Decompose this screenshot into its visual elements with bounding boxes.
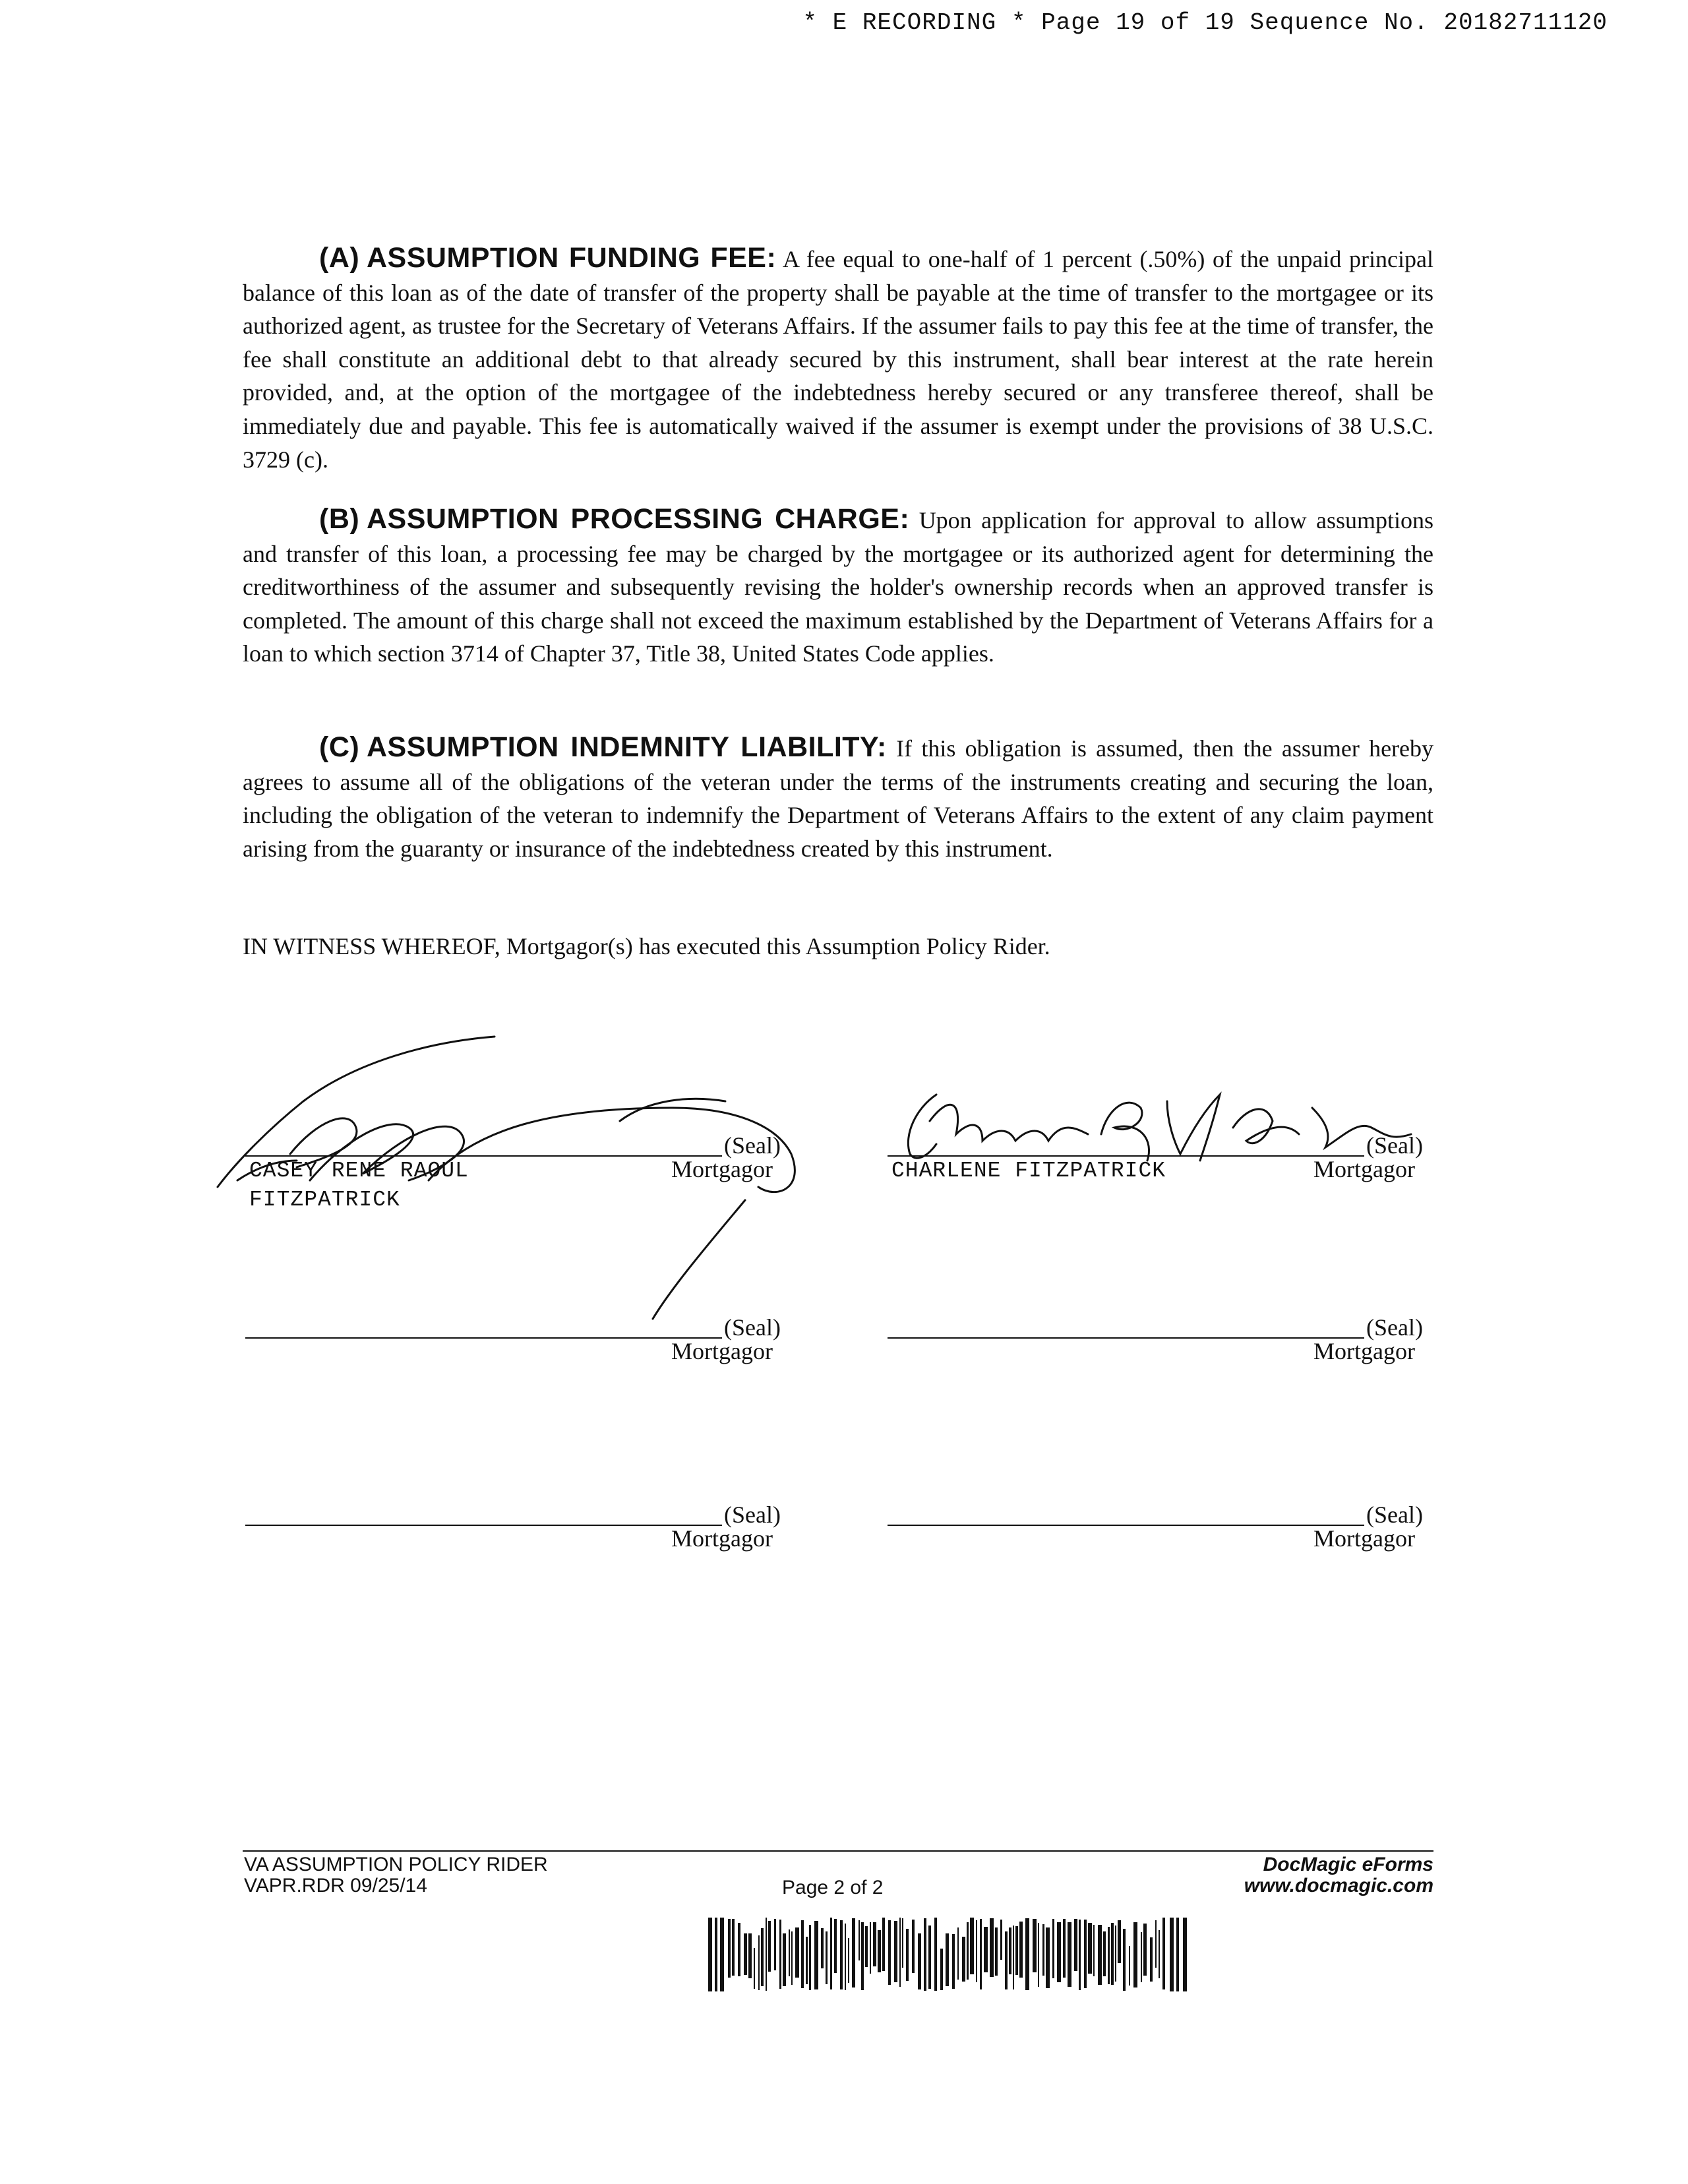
signature-line: [888, 1525, 1364, 1526]
barcode-bar: [830, 1918, 832, 1989]
footer-form-info: [244, 1854, 548, 1896]
barcode-bar: [1068, 1922, 1071, 1987]
barcode-bar: [878, 1930, 881, 1972]
barcode-bar: [902, 1918, 903, 1968]
section-assumption-indemnity-liability: [243, 731, 1433, 865]
barcode-bar: [962, 1937, 965, 1982]
barcode-bar: [1108, 1927, 1110, 1984]
barcode-bar: [814, 1921, 818, 1989]
barcode-bar: [1005, 1931, 1008, 1989]
barcode-bar: [1123, 1929, 1126, 1991]
barcode-bar: [801, 1920, 804, 1988]
barcode-bar: [1141, 1932, 1142, 1982]
section-letter: (B): [319, 503, 360, 535]
barcode-bar: [924, 1918, 926, 1991]
barcode-bar: [783, 1933, 786, 1986]
barcode-bar: [1155, 1920, 1157, 1968]
barcode-bar: [990, 1918, 994, 1977]
barcode-bar: [980, 1919, 982, 1989]
barcode-bar: [967, 1922, 969, 1980]
footer-divider: [243, 1850, 1433, 1852]
barcode-bar: [748, 1933, 752, 1978]
barcode-bar: [865, 1926, 868, 1967]
section-assumption-funding-fee: [243, 241, 1433, 476]
page-number: Page 2 of 2: [782, 1877, 884, 1898]
barcode-bar: [795, 1927, 799, 1978]
barcode-bar: [1111, 1923, 1114, 1985]
barcode-bar: [888, 1920, 891, 1985]
section-letter: (C): [319, 731, 360, 763]
barcode-bar: [912, 1920, 915, 1973]
barcode-bar: [768, 1921, 771, 1972]
seal-label: (Seal): [1366, 1132, 1423, 1159]
signature-block-blank: [245, 1314, 793, 1410]
barcode-bar: [1170, 1918, 1174, 1991]
barcode-bar: [720, 1918, 724, 1991]
barcode-bar: [715, 1918, 717, 1991]
barcode-bar: [1063, 1919, 1066, 1978]
barcode-bar: [732, 1919, 735, 1976]
signature-block-blank: [888, 1314, 1435, 1410]
barcode-bar: [928, 1926, 931, 1989]
barcode-bar: [1115, 1926, 1116, 1982]
barcode-bar: [940, 1949, 943, 1990]
seal-label: (Seal): [1366, 1314, 1423, 1341]
barcode-bar: [852, 1918, 855, 1987]
barcode-bar: [1162, 1918, 1165, 1989]
signer-name: CASEY RENE RAOUL FITZPATRICK: [249, 1159, 469, 1212]
mortgagor-label: Mortgagor: [671, 1156, 773, 1182]
barcode-bar: [859, 1920, 860, 1960]
barcode-bar: [809, 1925, 811, 1990]
signature-block-blank: [245, 1502, 793, 1597]
section-title: ASSUMPTION PROCESSING CHARGE:: [367, 503, 910, 535]
barcode-bar: [1088, 1923, 1092, 1974]
barcode-bar: [826, 1931, 828, 1984]
barcode-bar: [1143, 1924, 1147, 1976]
mortgagor-label: Mortgagor: [1313, 1156, 1415, 1182]
barcode-bar: [754, 1948, 755, 1989]
barcode-image: [708, 1918, 1190, 1991]
barcode-bar: [845, 1924, 846, 1990]
mortgagor-label: Mortgagor: [1313, 1338, 1415, 1364]
barcode-bar: [1000, 1920, 1002, 1960]
barcode-bar: [834, 1919, 837, 1973]
barcode-bar: [995, 1927, 998, 1976]
brand-website: www.docmagic.com: [1244, 1875, 1433, 1896]
barcode-bar: [1084, 1920, 1087, 1988]
section-body: If this obligation is assumed, then the assumer hereby agrees to assume all of the obligations of the veteran under the terms of the instruments creating and securing the loan, including the obligation of the veteran to indemnify the Department of Veterans Affairs to the extent of any claim payment arising from the guaranty or insurance of the indebtedness created by this instrument.: [243, 735, 1434, 862]
barcode-bar: [1038, 1923, 1039, 1987]
barcode-bar: [791, 1931, 793, 1985]
barcode-bar: [946, 1933, 949, 1986]
barcode-bar: [1133, 1922, 1137, 1987]
barcode-bar: [894, 1921, 897, 1982]
barcode-bar: [873, 1922, 876, 1966]
barcode-bar: [1159, 1930, 1160, 1978]
barcode-bar: [1150, 1937, 1153, 1982]
section-title: ASSUMPTION INDEMNITY LIABILITY:: [367, 731, 887, 763]
barcode-bar: [906, 1929, 909, 1981]
barcode-bar: [1079, 1920, 1081, 1990]
recording-header: * E RECORDING * Page 19 of 19 Sequence No. 20182711120: [802, 9, 1608, 36]
barcode-bar: [1013, 1926, 1014, 1989]
handwritten-signature-charlene: [890, 1081, 1431, 1167]
barcode-bar: [970, 1918, 974, 1974]
barcode-bar: [1033, 1919, 1037, 1972]
barcode-bar: [1015, 1926, 1018, 1975]
section-body: Upon application for approval to allow assumptions and transfer of this loan, a processing fee may be charged by the mortgagee or its authorized agent for determining the creditworthiness of the assumer and subsequently revising the holder's ownership records when an approved transfer is completed. The amount of this charge shall not exceed the maximum established by the Department of Veterans Affairs for a loan to which section 3714 of Chapter 37, Title 38, United States Code applies.: [243, 507, 1433, 667]
barcode-bar: [934, 1918, 937, 1991]
barcode-bar: [848, 1938, 849, 1983]
barcode-bar: [758, 1935, 760, 1990]
handwritten-signature-casey: [211, 1029, 804, 1332]
section-assumption-processing-charge: [243, 502, 1433, 671]
barcode-bar: [738, 1923, 740, 1976]
mortgagor-label: Mortgagor: [1313, 1525, 1415, 1552]
section-title: ASSUMPTION FUNDING FEE:: [367, 242, 777, 274]
mortgagor-label: Mortgagor: [671, 1525, 773, 1552]
signature-line: [888, 1337, 1364, 1339]
barcode-bar: [952, 1934, 955, 1989]
barcode-bar: [840, 1920, 843, 1989]
barcode-bar: [882, 1918, 885, 1971]
barcode-bar: [1074, 1919, 1077, 1971]
barcode-bar: [1118, 1920, 1121, 1963]
brand-name: DocMagic eForms: [1263, 1854, 1433, 1875]
barcode-bar: [789, 1929, 790, 1976]
signature-line: [245, 1525, 722, 1526]
signer-name: CHARLENE FITZPATRICK: [891, 1159, 1166, 1183]
barcode-bar: [984, 1927, 988, 1972]
barcode-bar: [1103, 1931, 1106, 1976]
section-letter: (A): [319, 242, 360, 274]
seal-label: (Seal): [724, 1314, 781, 1341]
barcode-bar: [774, 1919, 776, 1970]
barcode-bar: [861, 1922, 864, 1990]
signature-line: [245, 1337, 722, 1339]
barcode-bar: [821, 1928, 824, 1968]
barcode-bar: [1025, 1918, 1029, 1990]
signature-block-blank: [888, 1502, 1435, 1597]
seal-label: (Seal): [724, 1132, 781, 1159]
barcode-bar: [1042, 1924, 1044, 1976]
barcode-bar: [1093, 1925, 1095, 1976]
witness-statement: IN WITNESS WHEREOF, Mortgagor(s) has executed this Assumption Policy Rider.: [243, 933, 1050, 959]
barcode-bar: [957, 1927, 959, 1980]
barcode-bar: [1176, 1918, 1179, 1991]
mortgagor-label: Mortgagor: [671, 1338, 773, 1364]
barcode-bar: [744, 1933, 747, 1975]
seal-label: (Seal): [724, 1502, 781, 1528]
barcode-bar: [1052, 1919, 1054, 1978]
form-title: VA ASSUMPTION POLICY RIDER: [244, 1854, 548, 1875]
barcode-bar: [1183, 1918, 1187, 1991]
barcode-bar: [1009, 1927, 1011, 1974]
barcode-bar: [728, 1919, 731, 1978]
barcode-bar: [976, 1920, 977, 1982]
barcode-bar: [708, 1918, 712, 1991]
barcode-bar: [1057, 1922, 1061, 1982]
barcode-bar: [806, 1937, 808, 1984]
barcode-bar: [766, 1918, 767, 1991]
barcode-bar: [779, 1920, 781, 1989]
barcode-bar: [918, 1933, 921, 1989]
barcode-bar: [1019, 1922, 1023, 1978]
footer-brand: [1244, 1854, 1433, 1896]
barcode-bar: [1046, 1927, 1050, 1988]
section-body: A fee equal to one-half of 1 percent (.50%) of the unpaid principal balance of this loan as of the date of transfer of the property shall be payable at the time of transfer to the mortgagee or its authorized agent, as trustee for the Secretary of Veterans Affairs. If the assumer fails to pay this fee at the time of transfer, the fee shall constitute an additional debt to that already secured by this instrument, shall bear interest at the rate herein provided, and, at the option of the mortgagee of the indebtedness hereby secured or any transferee thereof, shall be immediately due and payable. This fee is automatically waived if the assumer is exempt under the provisions of 38 U.S.C. 3729 (c).: [243, 246, 1433, 473]
barcode-bar: [1098, 1925, 1102, 1985]
form-code: VAPR.RDR 09/25/14: [244, 1875, 427, 1896]
seal-label: (Seal): [1366, 1502, 1423, 1528]
barcode-bar: [870, 1922, 871, 1974]
barcode-bar: [761, 1928, 764, 1986]
barcode-bar: [899, 1918, 901, 1987]
barcode-bar: [1129, 1946, 1130, 1986]
